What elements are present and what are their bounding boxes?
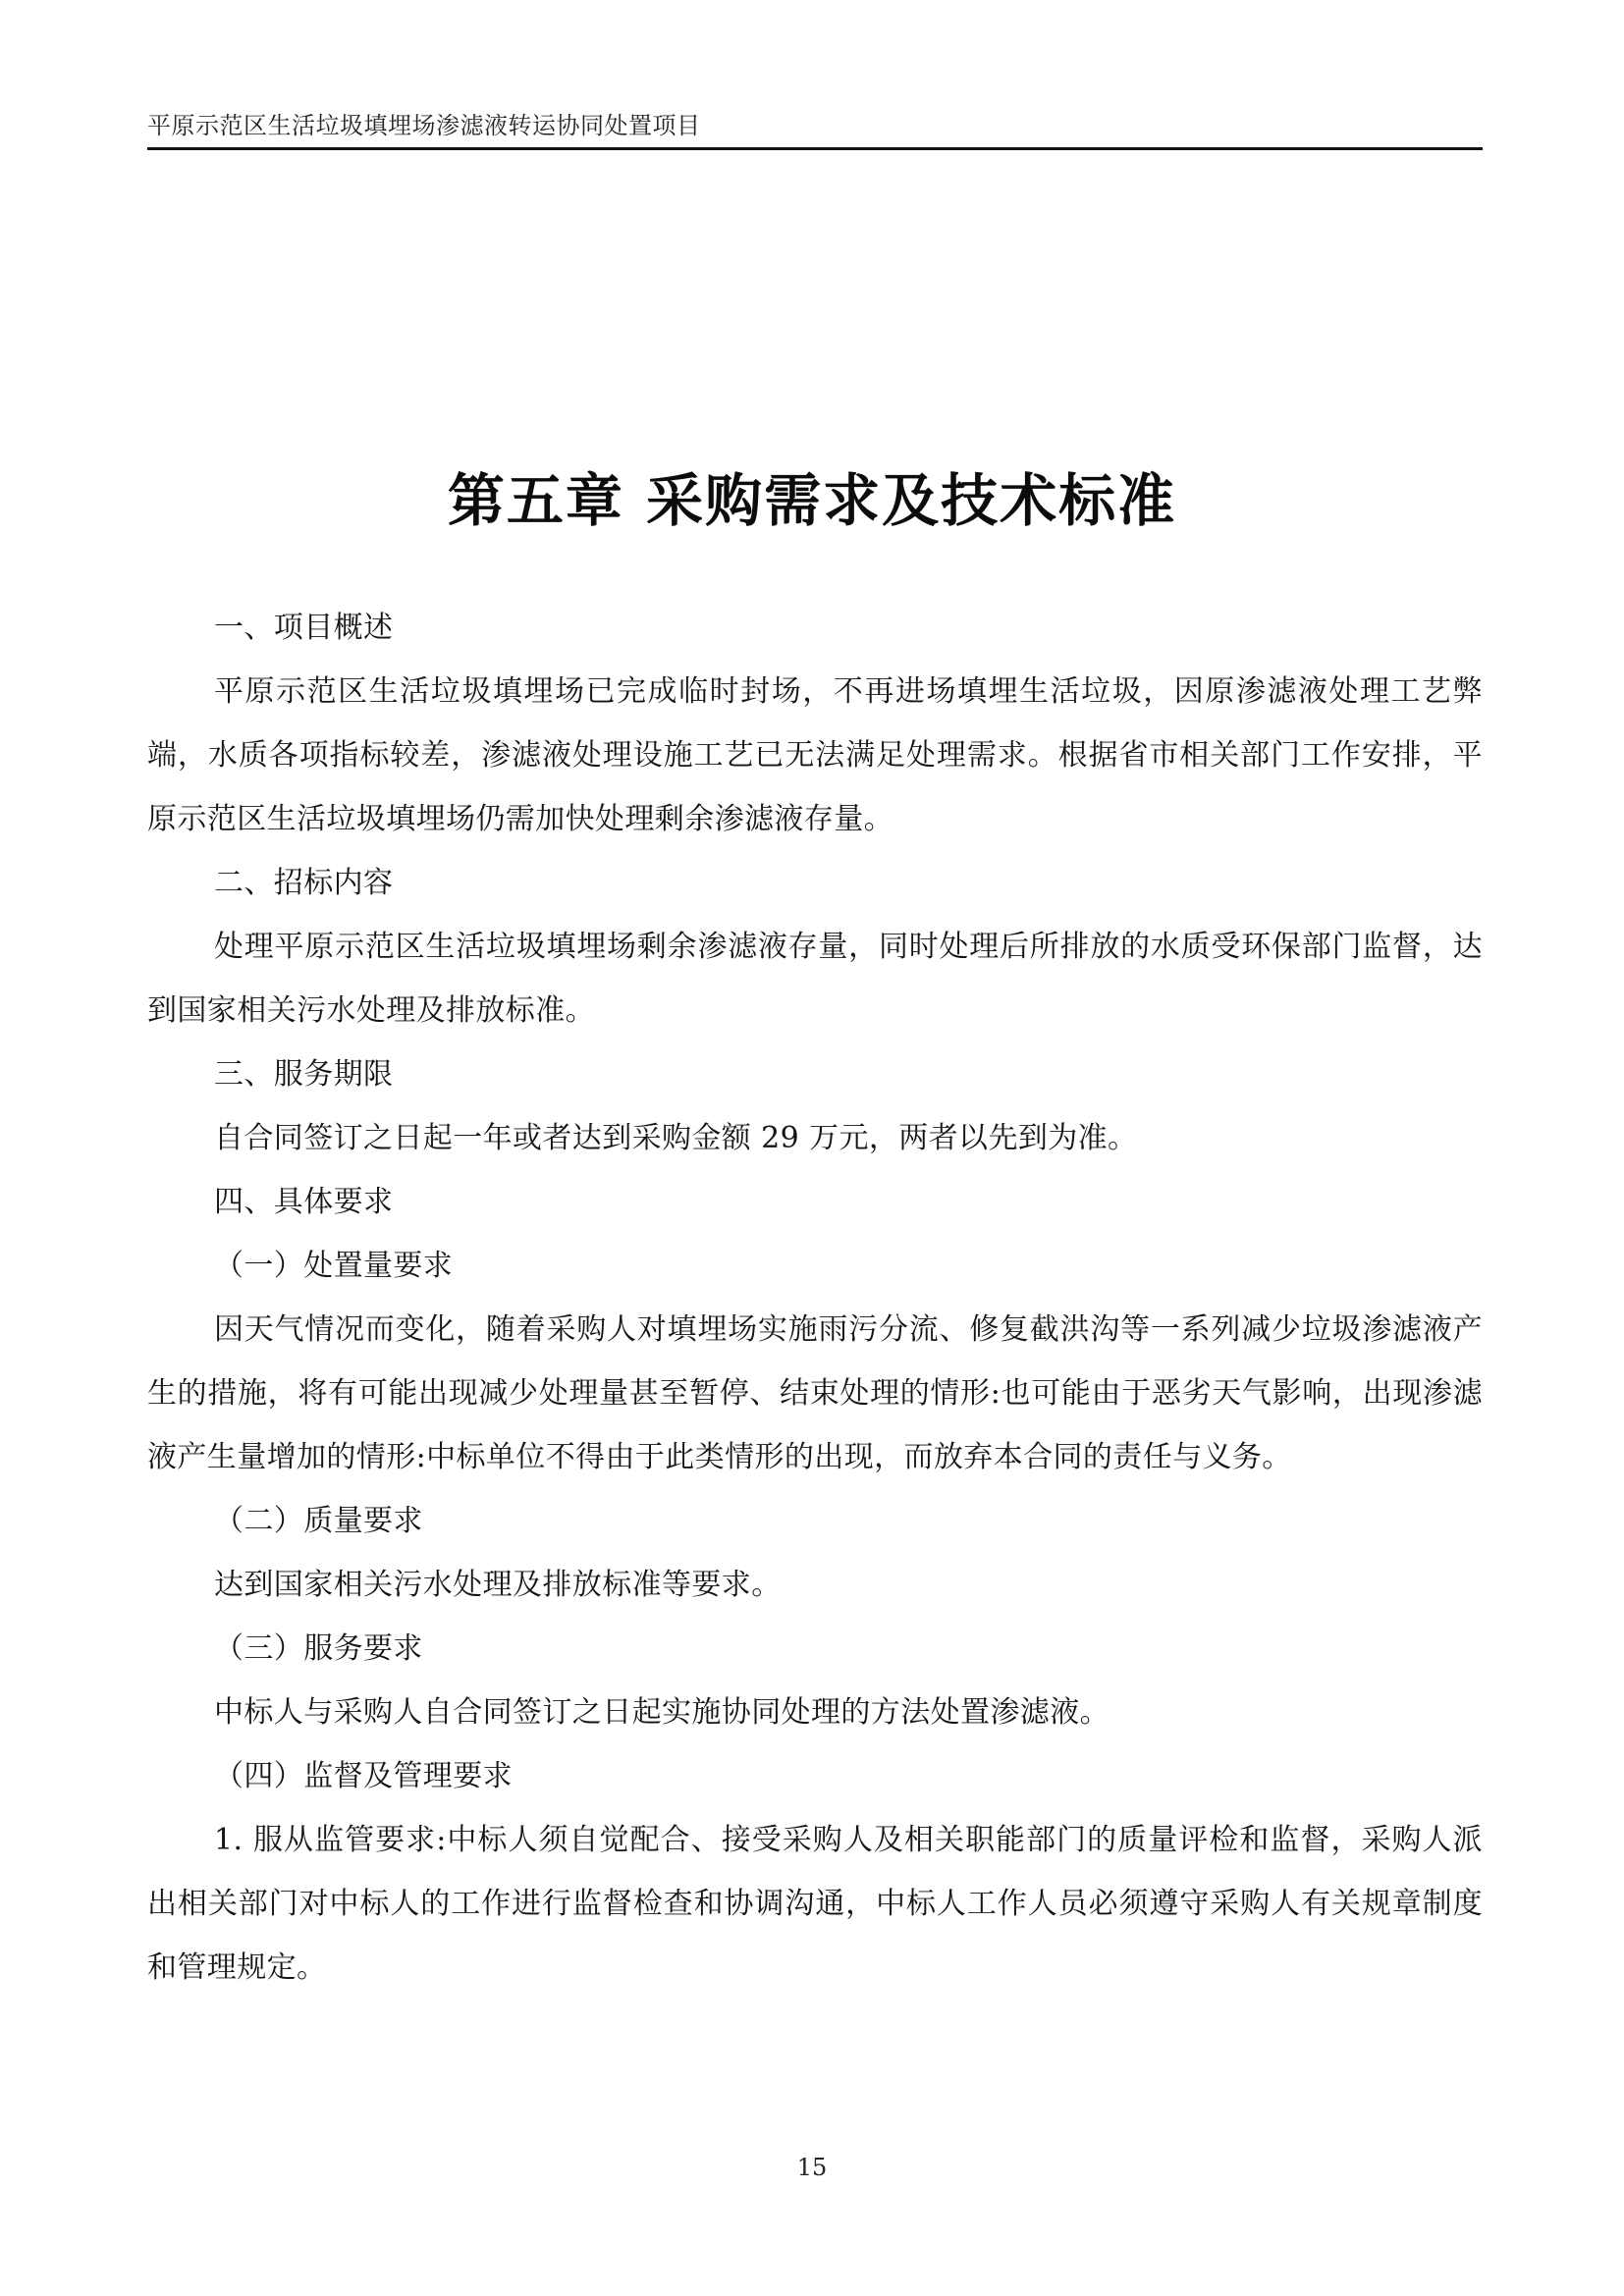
paragraph-service-period: 自合同签订之日起一年或者达到采购金额 29 万元，两者以先到为准。 xyxy=(214,1121,1138,1155)
paragraph-supervision: 1. 服从监管要求:中标人须自觉配合、接受采购人及相关职能部门的质量评检和监督，采购人派出相关部门对中标人的工作进行监督检查和协调沟通，中标人工作人员必须遵守采购人有关规章制度和管理规定。 xyxy=(147,1823,1483,1985)
header-rule xyxy=(147,147,1483,150)
page-number: 15 xyxy=(796,2154,828,2181)
subheading-service: （三）服务要求 xyxy=(214,1631,423,1666)
subheading-disposal-volume: （一）处置量要求 xyxy=(214,1249,454,1283)
paragraph-service: 中标人与采购人自合同签订之日起实施协同处理的方法处置渗滤液。 xyxy=(214,1695,1110,1730)
body-text xyxy=(147,596,1483,2000)
paragraph-quality: 达到国家相关污水处理及排放标准等要求。 xyxy=(214,1568,782,1602)
paragraph-overview: 平原示范区生活垃圾填埋场已完成临时封场，不再进场填埋生活垃圾，因原渗滤液处理工艺弊端，水质各项指标较差，渗滤液处理设施工艺已无法满足处理需求。根据省市相关部门工作安排，平原示范区生活垃圾填埋场仍需加快处理剩余渗滤液存量。 xyxy=(147,674,1483,836)
section-heading-specific-requirements: 四、具体要求 xyxy=(214,1185,394,1219)
section-heading-overview: 一、项目概述 xyxy=(214,611,394,645)
chapter-title: 第五章 采购需求及技术标准 xyxy=(447,467,1177,534)
paragraph-disposal-volume: 因天气情况而变化，随着采购人对填埋场实施雨污分流、修复截洪沟等一系列减少垃圾渗滤液产生的措施，将有可能出现减少处理量甚至暂停、结束处理的情形:也可能由于恶劣天气影响，出现渗滤液产生量增加的情形:中标单位不得由于此类情形的出现，而放弃本合同的责任与义务。 xyxy=(147,1312,1483,1474)
section-heading-tender-content: 二、招标内容 xyxy=(214,866,394,900)
running-header: 平原示范区生活垃圾填埋场渗滤液转运协同处置项目 xyxy=(147,112,701,139)
paragraph-tender-content: 处理平原示范区生活垃圾填埋场剩余渗滤液存量，同时处理后所排放的水质受环保部门监督，达到国家相关污水处理及排放标准。 xyxy=(147,930,1483,1028)
subheading-supervision: （四）监督及管理要求 xyxy=(214,1759,513,1793)
section-heading-service-period: 三、服务期限 xyxy=(214,1057,394,1092)
subheading-quality: （二）质量要求 xyxy=(214,1504,423,1538)
